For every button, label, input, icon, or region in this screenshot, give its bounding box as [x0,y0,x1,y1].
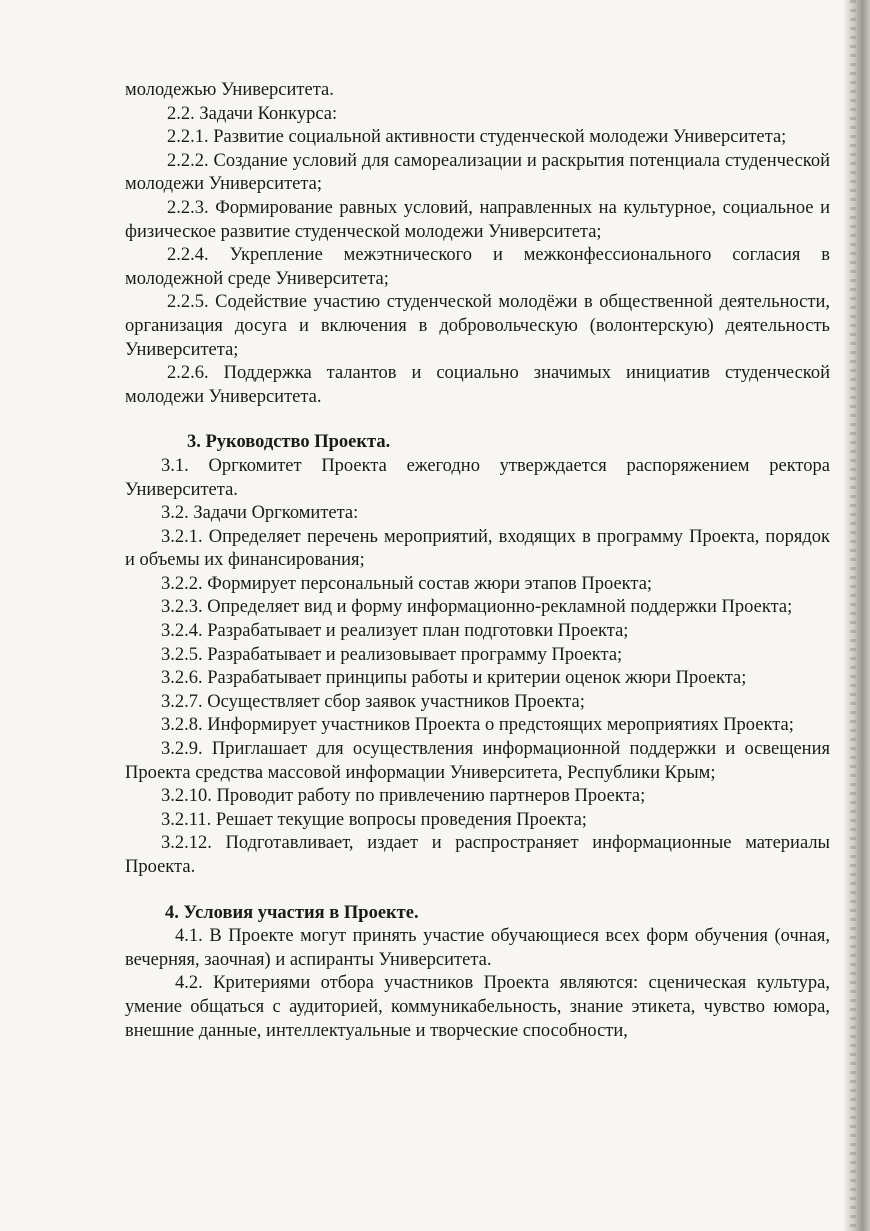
paragraph-3-2-11: 3.2.11. Решает текущие вопросы проведения Проекта; [161,809,587,830]
paragraph-3-2-4: 3.2.4. Разрабатывает и реализует план подготовки Проекта; [161,621,629,642]
paragraph-3-2-8: 3.2.8. Информирует участников Проекта о предстоящих мероприятиях Проекта; [161,715,794,736]
paragraph-3-2-5: 3.2.5. Разрабатывает и реализовывает программу Проекта; [161,644,623,665]
paragraph-3-2-12: 3.2.12. Подготавливает, издает и распространяет информационные материалы Проекта. [125,833,830,877]
paragraph-4-1: 4.1. В Проекте могут принять участие обучающиеся всех форм обучения (очная, вечерняя, заочная) и аспиранты Университета. [125,926,830,970]
paragraph-2-2-4: 2.2.4. Укрепление межэтнического и межконфессионального согласия в молодежной среде Университета; [125,245,830,289]
paragraph-2-2: 2.2. Задачи Конкурса: [167,103,338,124]
paragraph-3-1: 3.1. Оргкомитет Проекта ежегодно утверждается распоряжением ректора Университета. [125,455,830,500]
paragraph-3-2-2: 3.2.2. Формирует персональный состав жюри этапов Проекта; [161,573,653,594]
paragraph-3-2-7: 3.2.7. Осуществляет сбор заявок участников Проекта; [161,691,585,712]
document-body [125,79,830,1043]
paragraph-2-2-5: 2.2.5. Содействие участию студенческой молодёжи в общественной деятельности, организация досуга и включения в добровольческую (волонтерскую) деятельность Университета; [125,292,830,360]
paragraph-3-2-10: 3.2.10. Проводит работу по привлечению партнеров Проекта; [161,786,646,807]
paragraph-2-2-2: 2.2.2. Создание условий для самореализации и раскрытия потенциала студенческой молодежи Университета; [125,150,830,195]
paragraph-2-2-6: 2.2.6. Поддержка талантов и социально значимых инициатив студенческой молодежи Университета. [125,363,830,407]
section-4-heading: 4. Условия участия в Проекте. [165,902,419,923]
paragraph-3-2-1: 3.2.1. Определяет перечень мероприятий, входящих в программу Проекта, порядок и объемы их финансирования; [125,526,830,571]
spacer [125,880,830,902]
paragraph-2-2-1: 2.2.1. Развитие социальной активности студенческой молодежи Университета; [167,127,787,148]
paragraph-intro: молодежью Университета. [125,80,334,100]
scan-shadow-edge [844,0,870,1231]
paragraph-4-2: 4.2. Критериями отбора участников Проекта являются: сценическая культура, умение общаться с аудиторией, коммуникабельность, знание этикета, чувство юмора, внешние данные, интеллектуальные и творческие способности, [125,973,830,1041]
section-3-heading: 3. Руководство Проекта. [187,432,391,453]
paragraph-2-2-3: 2.2.3. Формирование равных условий, направленных на культурное, социальное и физическое развитие студенческой молодежи Университета; [125,197,830,242]
paragraph-3-2: 3.2. Задачи Оргкомитета: [161,503,359,524]
spacer [125,409,830,431]
paragraph-3-2-6: 3.2.6. Разрабатывает принципы работы и критерии оценок жюри Проекта; [161,668,747,689]
paragraph-3-2-3: 3.2.3. Определяет вид и форму информационно-рекламной поддержки Проекта; [161,597,793,618]
paragraph-3-2-9: 3.2.9. Приглашает для осуществления информационной поддержки и освещения Проекта средства массовой информации Университета, Республики Крым; [125,739,830,783]
